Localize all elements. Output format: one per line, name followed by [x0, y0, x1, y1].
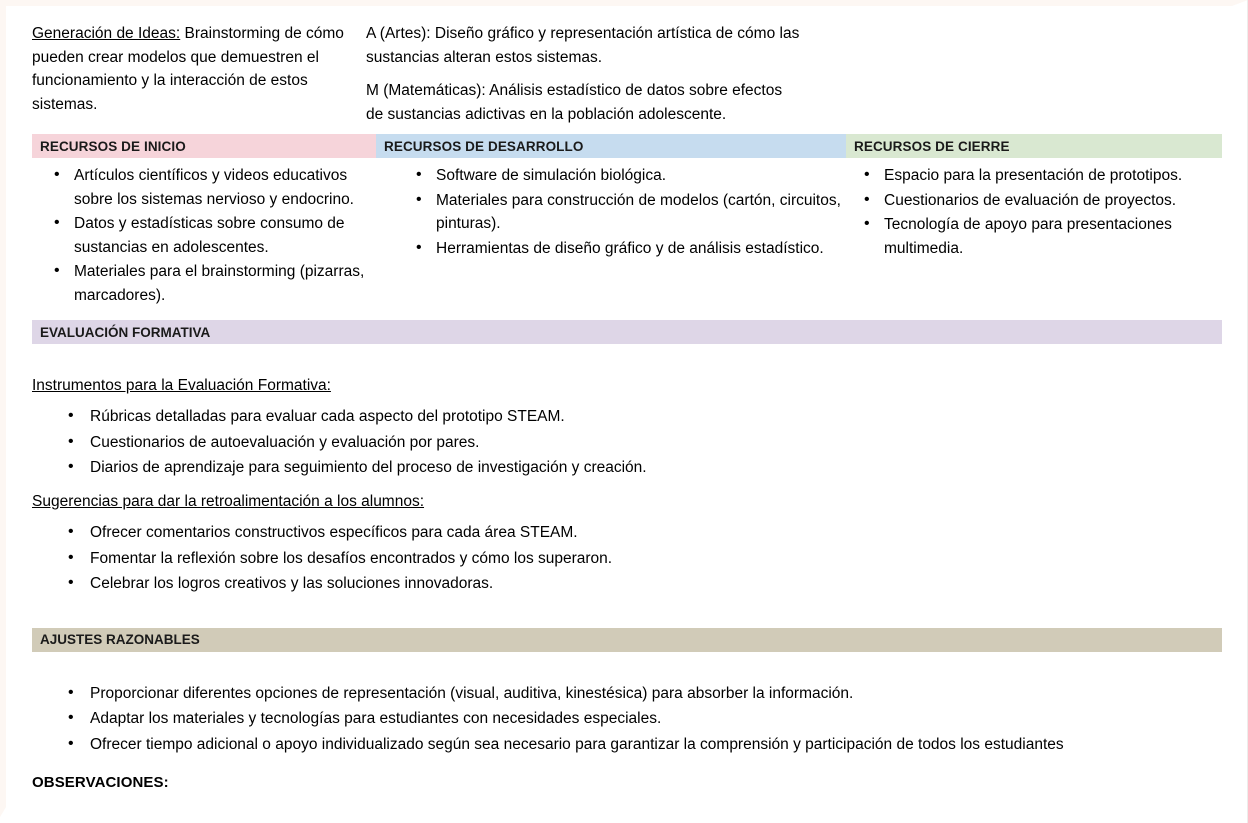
recursos-desarrollo-header: RECURSOS DE DESARROLLO [376, 134, 846, 158]
generacion-de-ideas-text: Brainstorming de cómo pueden crear modelos que demuestren el funcionamiento y la interacción de estos sistemas. [32, 25, 344, 113]
list-item: • Celebrar los logros creativos y las soluciones innovadoras. [32, 572, 1206, 596]
recursos-cierre-list [846, 164, 1232, 260]
recursos-inicio-cell [6, 164, 376, 308]
spacer [6, 344, 1232, 374]
spacer [6, 598, 1232, 628]
ajustes-razonables-body [6, 682, 1232, 757]
spacer [6, 652, 1232, 682]
list-item: • Software de simulación biológica. [376, 164, 846, 188]
sugerencias-list [32, 521, 1206, 596]
artes-paragraph: A (Artes): Diseño gráfico y representación artística de cómo las sustancias alteran estos sistemas. [366, 25, 800, 66]
artes-matematicas-cell [358, 22, 820, 136]
list-item: • Diarios de aprendizaje para seguimiento del proceso de investigación y creación. [32, 456, 1206, 480]
list-item: • Artículos científicos y videos educativos sobre los sistemas nervioso y endocrino. [32, 164, 376, 211]
list-item: • Materiales para el brainstorming (pizarras, marcadores). [32, 260, 376, 307]
instrumentos-heading: Instrumentos para la Evaluación Formativa: [32, 377, 331, 394]
generacion-de-ideas-label: Generación de Ideas: [32, 25, 181, 42]
generacion-de-ideas-paragraph [32, 22, 344, 116]
spacer [32, 482, 1206, 490]
recursos-cierre-header: RECURSOS DE CIERRE [846, 134, 1222, 158]
list-item: • Tecnología de apoyo para presentaciones multimedia. [846, 213, 1232, 260]
list-item: • Materiales para construcción de modelos (cartón, circuitos, pinturas). [376, 189, 846, 236]
list-item: • Cuestionarios de autoevaluación y evaluación por pares. [32, 431, 1206, 455]
spacer [32, 397, 1206, 405]
ajustes-razonables-header: AJUSTES RAZONABLES [32, 628, 1222, 652]
list-item: • Proporcionar diferentes opciones de representación (visual, auditiva, kinestésica) para absorber la información. [32, 682, 1206, 706]
list-item: • Datos y estadísticas sobre consumo de sustancias en adolescentes. [32, 212, 376, 259]
recursos-content-row [6, 158, 1232, 320]
observaciones-label: OBSERVACIONES: [32, 774, 169, 792]
recursos-inicio-header: RECURSOS DE INICIO [32, 134, 376, 158]
document-sheet [6, 6, 1232, 807]
list-item: • Rúbricas detalladas para evaluar cada aspecto del prototipo STEAM. [32, 405, 1206, 429]
recursos-cierre-cell [846, 164, 1232, 261]
spacer [32, 513, 1206, 521]
recursos-header-row [32, 134, 1222, 158]
ideas-row [6, 6, 1232, 134]
list-item: • Ofrecer tiempo adicional o apoyo individualizado según sea necesario para garantizar la comprensión y participación de todos los estudiantes [32, 733, 1206, 757]
empty-cell [820, 22, 1220, 32]
list-item: • Cuestionarios de evaluación de proyectos. [846, 189, 1232, 213]
list-item: • Espacio para la presentación de prototipos. [846, 164, 1232, 188]
list-item: • Herramientas de diseño gráfico y de análisis estadístico. [376, 237, 846, 261]
list-item: • Fomentar la reflexión sobre los desafíos encontrados y cómo los superaron. [32, 547, 1206, 571]
recursos-desarrollo-list [376, 164, 846, 260]
evaluacion-formativa-body [6, 374, 1232, 596]
recursos-inicio-list [32, 164, 376, 307]
generacion-de-ideas-cell [6, 22, 358, 126]
recursos-desarrollo-cell [376, 164, 846, 261]
list-item: • Ofrecer comentarios constructivos específicos para cada área STEAM. [32, 521, 1206, 545]
matematicas-paragraph: M (Matemáticas): Análisis estadístico de datos sobre efectos de sustancias adictivas en la población adolescente. [366, 82, 783, 123]
list-item: • Adaptar los materiales y tecnologías para estudiantes con necesidades especiales. [32, 707, 1206, 731]
instrumentos-list [32, 405, 1206, 480]
sugerencias-heading: Sugerencias para dar la retroalimentación a los alumnos: [32, 492, 425, 510]
spacer [6, 758, 1232, 774]
ajustes-list [32, 682, 1206, 757]
evaluacion-formativa-header: EVALUACIÓN FORMATIVA [32, 320, 1222, 344]
